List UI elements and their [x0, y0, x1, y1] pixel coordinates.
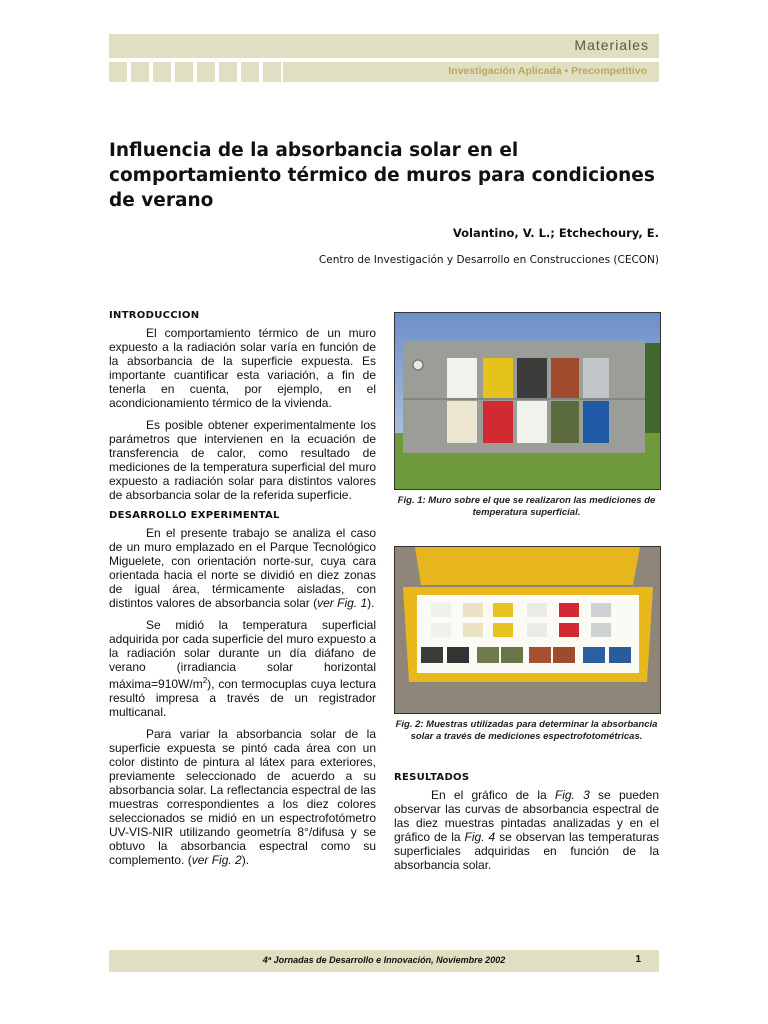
panel-green — [551, 401, 579, 443]
panel-blue — [583, 401, 609, 443]
panel-red-oxide — [551, 358, 579, 398]
sample-black — [421, 647, 443, 663]
results-paragraph — [394, 788, 659, 872]
header-block — [263, 62, 281, 82]
sample-blue — [583, 647, 605, 663]
text-run: Se midió la temperatura superficial adquirida por cada superficie del muro expuesto a la radiación solar durante un día diáfano de verano (irradiancia solar horizontal máxima=910W/m — [109, 618, 376, 691]
header-block — [197, 62, 215, 82]
header-block — [175, 62, 193, 82]
header-subtitle: Investigación Aplicada • Precompetitivo — [448, 65, 647, 77]
desarrollo-paragraph — [109, 727, 376, 867]
header-band — [109, 34, 659, 58]
affiliation: Centro de Investigación y Desarrollo en Construcciones (CECON) — [318, 254, 659, 266]
text-run: En el gráfico de la — [431, 788, 555, 802]
text-run: se pueden observar las curvas de absorbancia espectral de las diez muestras pintadas analizadas y en el gráfico de la — [394, 788, 659, 844]
intro-paragraph: El comportamiento térmico de un muro expuesto a la radiación solar varía en función de la absorbancia de la superficie expuesta. Es importante cuantificar esta variación, a fin de tenerla en cuenta, por ejemplo, en el acondicionamiento térmico de la vivienda. — [109, 326, 376, 410]
desarrollo-paragraph — [109, 526, 376, 610]
sample-black — [447, 647, 469, 663]
footer-band — [109, 950, 659, 972]
panel-black — [517, 358, 547, 398]
header-block — [109, 62, 127, 82]
samples-photo-illustration — [395, 547, 660, 713]
figure-reference: ver Fig. 2 — [191, 853, 242, 867]
sample-red — [559, 623, 579, 637]
header-strip — [109, 62, 659, 82]
desarrollo-heading: DESARROLLO EXPERIMENTAL — [109, 510, 280, 521]
sample-yellow — [493, 623, 513, 637]
results-section — [394, 772, 659, 880]
panel-red — [483, 401, 513, 443]
authors: Volantino, V. L.; Etchechoury, E. — [452, 226, 659, 240]
header-block — [219, 62, 237, 82]
header-block — [241, 62, 259, 82]
figure-reference: Fig. 3 — [554, 788, 590, 802]
header-subtitle-bar — [283, 62, 659, 82]
superscript: 2 — [202, 676, 208, 685]
figure-2-caption: Fig. 2: Muestras utilizadas para determinar la absorbancia solar a través de mediciones espectrofotométricas. — [395, 719, 658, 742]
sample-yellow — [493, 603, 513, 617]
figure-1-photo — [394, 312, 661, 490]
intro-heading: INTRODUCCION — [109, 310, 200, 321]
text-run: ), con termocuplas cuya lectura resultó impresa a través de un registrador multicanal. — [109, 677, 376, 719]
header-block — [153, 62, 171, 82]
sample-gray — [591, 603, 611, 617]
section-label: Materiales — [574, 37, 649, 53]
sample-green — [477, 647, 499, 663]
figure-reference: ver Fig. 1 — [317, 596, 368, 610]
desarrollo-paragraph — [109, 618, 376, 719]
figure-1-caption: Fig. 1: Muro sobre el que se realizaron las mediciones de temperatura superficial. — [397, 495, 656, 518]
left-column — [109, 310, 376, 875]
text-run: se observan las temperaturas superficiales adquiridas en función de la absorbancia solar. — [394, 830, 659, 872]
panel-white — [447, 358, 477, 398]
header-block — [131, 62, 149, 82]
intro-paragraph: Es posible obtener experimentalmente los parámetros que intervienen en la ecuación de transferencia de calor, como resultado de mediciones de la temperatura superficial del muro expuesto a radiación solar para distintos valores de absorbancia solar de la referida superficie. — [109, 418, 376, 502]
text-run: En el presente trabajo se analiza el caso de un muro emplazado en el Parque Tecnológico Miguelete, con orientación norte-sur, cuya cara orientada hacia el norte se dividió en diez zonas de igual área, térmicamente aisladas, con distintos valores de absorbancia solar ( — [109, 526, 376, 610]
figure-2-photo — [394, 546, 661, 714]
sample-red — [559, 603, 579, 617]
sample-gray — [591, 623, 611, 637]
sample-white — [527, 603, 547, 617]
footer-text: 4ª Jornadas de Desarrollo e Innovación, Noviembre 2002 — [262, 955, 506, 965]
trees — [645, 343, 660, 433]
panel-gray — [583, 358, 609, 398]
sample-blue — [609, 647, 631, 663]
sample-red-oxide — [529, 647, 551, 663]
panel-white — [517, 401, 547, 443]
sample-cream — [463, 603, 483, 617]
wall-photo-illustration — [395, 313, 660, 489]
text-run: Para variar la absorbancia solar de la superficie expuesta se pintó cada área con un color distinto de pintura al látex para exteriores, previamente seleccionado de acuerdo a su absorbancia solar. La reflectancia espectral de las muestras correspondientes a los diez colores seleccionados se midió en un espectrofotómetro UV-VIS-NIR utilizando geometría 8°/difusa y se obtuvo la absorbancia espectral como su complemento. ( — [109, 727, 376, 867]
sample-white — [527, 623, 547, 637]
results-heading: RESULTADOS — [394, 772, 470, 783]
sensor — [413, 360, 423, 370]
sample-cream — [463, 623, 483, 637]
text-run: ). — [241, 853, 250, 867]
sample-white — [431, 623, 451, 637]
paper-title: Influencia de la absorbancia solar en el comportamiento térmico de muros para condiciones de verano — [109, 140, 655, 211]
panel-cream — [447, 401, 477, 443]
sample-red-oxide — [553, 647, 575, 663]
sample-green — [501, 647, 523, 663]
box-lid — [415, 547, 640, 585]
figure-reference: Fig. 4 — [464, 830, 496, 844]
page-number: 1 — [635, 954, 641, 965]
sample-white — [431, 603, 451, 617]
text-run: ). — [367, 596, 375, 610]
panel-yellow — [483, 358, 513, 398]
